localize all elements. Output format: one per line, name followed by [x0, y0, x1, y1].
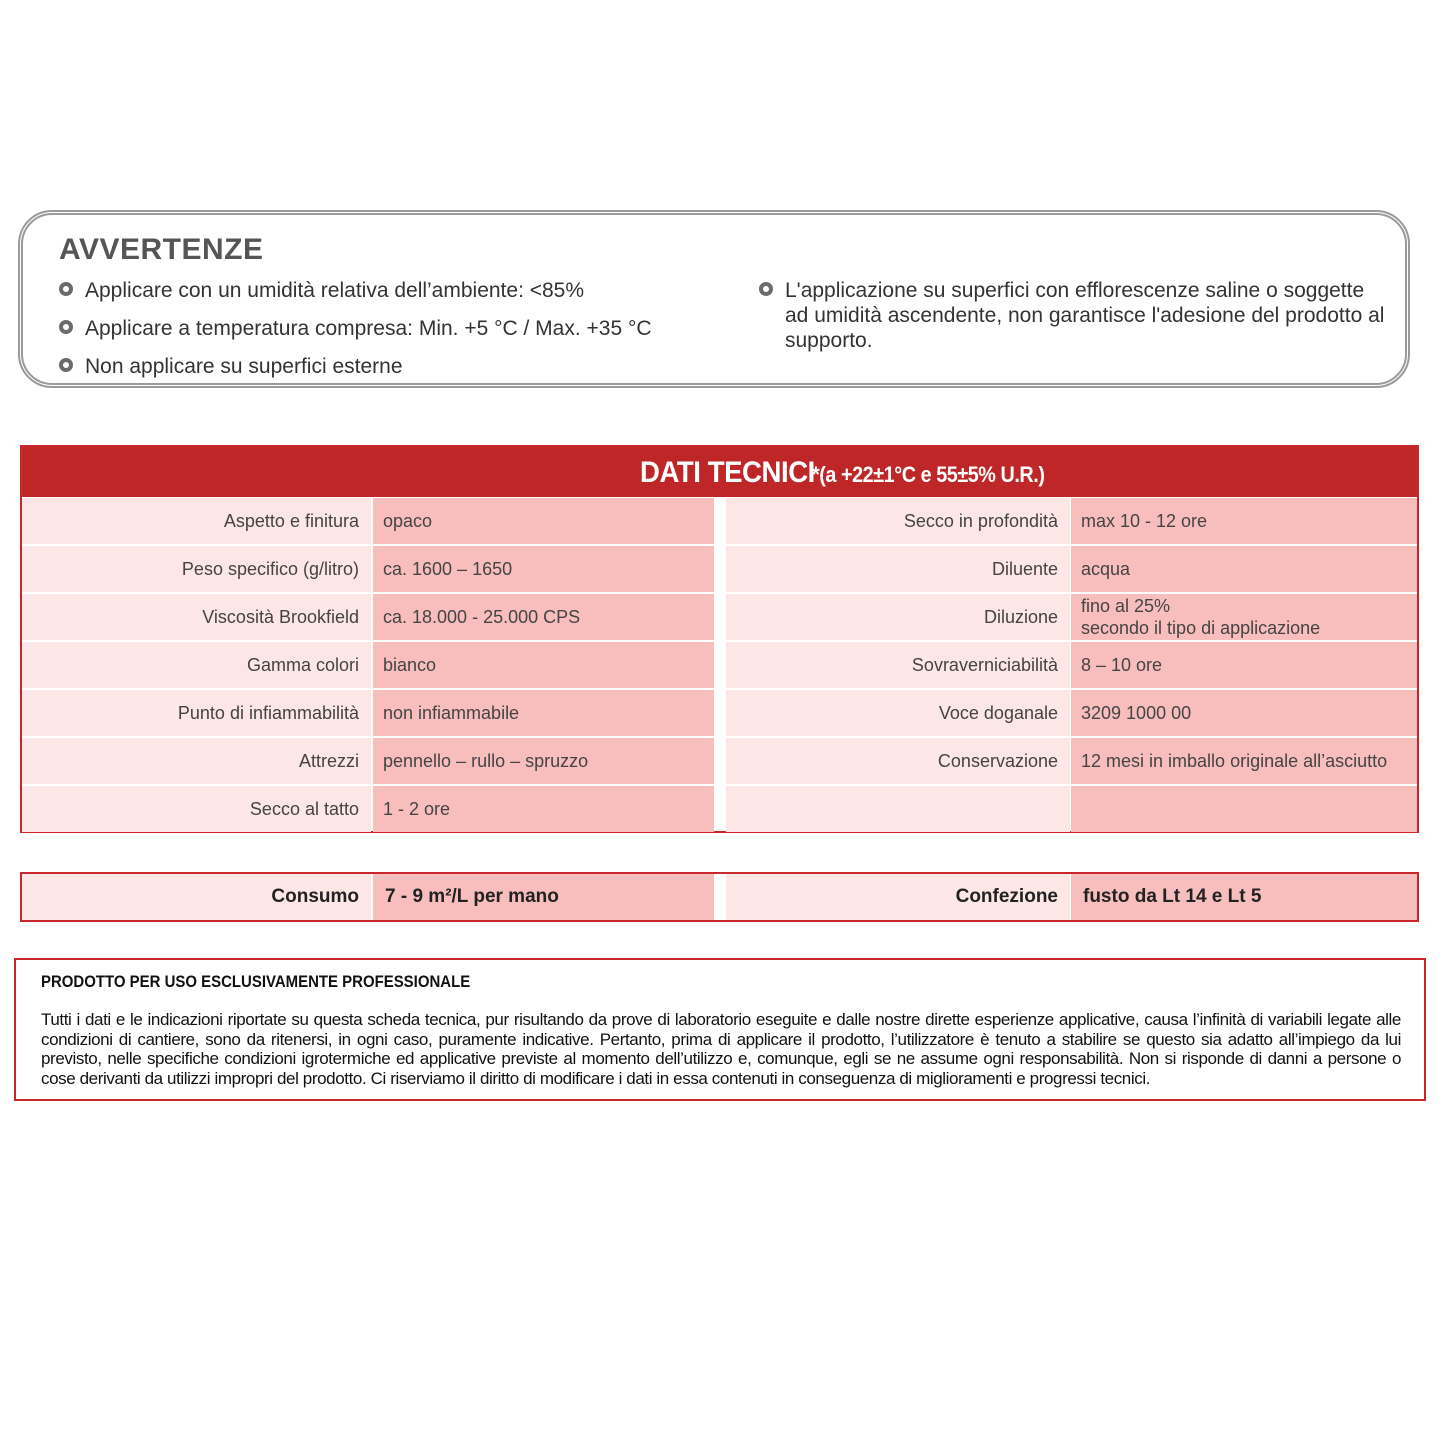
property-label: Punto di infiammabilità: [22, 690, 371, 736]
warning-text: Applicare a temperatura compresa: Min. +5 °C / Max. +35 °C: [85, 317, 652, 340]
warning-item: [59, 278, 699, 303]
technical-data-header: [22, 447, 1417, 497]
table-row: [22, 690, 1417, 736]
property-value: 8 – 10 ore: [1071, 642, 1417, 688]
property-label: Viscosità Brookfield: [22, 594, 371, 640]
property-label: Attrezzi: [22, 738, 371, 784]
warning-text: Applicare con un umidità relativa dell’ambiente: <85%: [85, 279, 585, 302]
technical-data-title: DATI TECNICI: [640, 456, 815, 489]
property-label: Gamma colori: [22, 642, 371, 688]
property-value: [1071, 786, 1417, 832]
warning-text: Non applicare su superfici esterne: [85, 355, 403, 378]
packaging-value: fusto da Lt 14 e Lt 5: [1071, 874, 1417, 920]
consumption-packaging-row: [20, 872, 1419, 922]
property-value: 3209 1000 00: [1071, 690, 1417, 736]
disclaimer-title: PRODOTTO PER USO ESCLUSIVAMENTE PROFESSIONALE: [41, 972, 471, 991]
warnings-title: AVVERTENZE: [59, 233, 264, 266]
consumption-label: Consumo: [22, 874, 371, 920]
property-label: Sovraverniciabilità: [726, 642, 1070, 688]
table-row: [22, 738, 1417, 784]
table-row: [22, 786, 1417, 832]
bullet-icon: [59, 282, 73, 296]
warning-item: [759, 278, 1389, 353]
property-value: max 10 - 12 ore: [1071, 498, 1417, 544]
property-label: Peso specifico (g/litro): [22, 546, 371, 592]
warning-item: [59, 354, 699, 379]
bullet-icon: [759, 282, 773, 296]
warning-text: L'applicazione su superfici con efflorescenze saline o soggette ad umidità ascendente, non garantisce l'adesione del prodotto al supporto.: [785, 279, 1385, 352]
property-value: non infiammabile: [373, 690, 714, 736]
property-value: ca. 1600 – 1650: [373, 546, 714, 592]
technical-data-table: [20, 445, 1419, 833]
property-value: pennello – rullo – spruzzo: [373, 738, 714, 784]
bullet-icon: [59, 358, 73, 372]
table-row: [22, 642, 1417, 688]
consumption-value: 7 - 9 m²/L per mano: [373, 874, 714, 920]
table-row: [22, 546, 1417, 592]
property-value: 1 - 2 ore: [373, 786, 714, 832]
bullet-icon: [59, 320, 73, 334]
property-label: Diluente: [726, 546, 1070, 592]
property-value: acqua: [1071, 546, 1417, 592]
technical-data-conditions: *(a +22±1°C e 55±5% U.R.): [812, 462, 1045, 487]
property-label: Secco al tatto: [22, 786, 371, 832]
property-label: Secco in profondità: [726, 498, 1070, 544]
property-value: bianco: [373, 642, 714, 688]
property-value: fino al 25% secondo il tipo di applicazione: [1071, 594, 1417, 640]
property-label: [726, 786, 1070, 832]
warnings-box: [18, 210, 1410, 388]
property-value: 12 mesi in imballo originale all’asciutto: [1071, 738, 1417, 784]
property-value: opaco: [373, 498, 714, 544]
property-label: Aspetto e finitura: [22, 498, 371, 544]
table-row: [22, 594, 1417, 640]
property-label: Voce doganale: [726, 690, 1070, 736]
disclaimer-text: Tutti i dati e le indicazioni riportate su questa scheda tecnica, pur risultando da prove di laboratorio eseguite e dalle nostre dirette esperienze applicative, causa l’infinità di variabili legate alle condizioni di cantiere, sono da ritenersi, in ogni caso, puramente indicative. Pertanto, prima di applicare il prodotto, l’utilizzatore è tenuto a stabilire se questo sia adatto all’impiego da lui previsto, nelle specifiche condizioni igrotermiche ed applicative previste al momento dell’utilizzo e, comunque, egli se ne assume ogni responsabilità. Non si risponde di danni a persone o cose derivanti da utilizzi impropri del prodotto. Ci riserviamo il diritto di modificare i dati in essa contenuti in conseguenza di miglioramenti e progressi tecnici.: [41, 1010, 1401, 1088]
property-value: ca. 18.000 - 25.000 CPS: [373, 594, 714, 640]
packaging-label: Confezione: [726, 874, 1070, 920]
warning-item: [59, 316, 719, 341]
table-row: [22, 498, 1417, 544]
disclaimer-box: [14, 958, 1426, 1101]
property-label: Diluzione: [726, 594, 1070, 640]
property-label: Conservazione: [726, 738, 1070, 784]
